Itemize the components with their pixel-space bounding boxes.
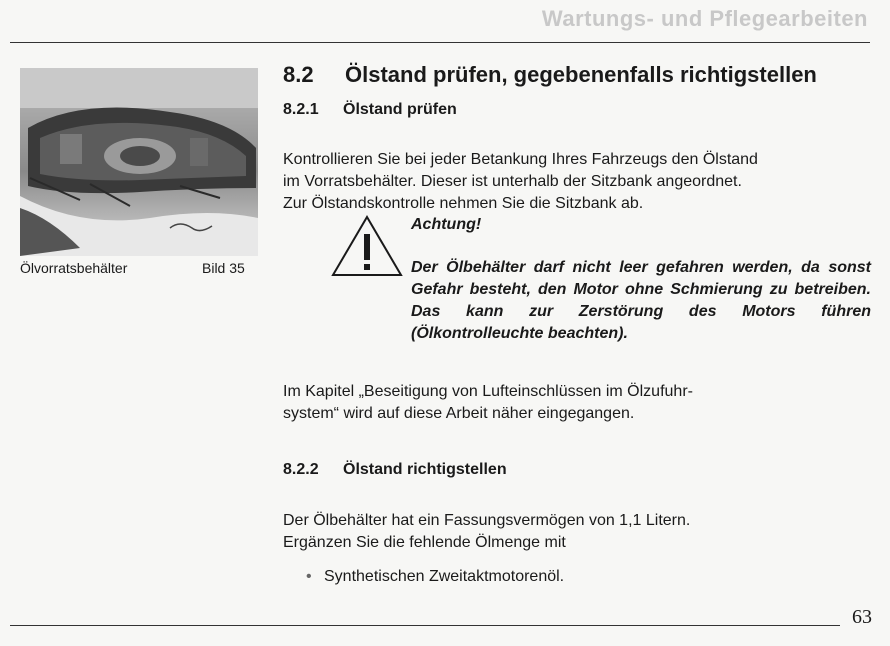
paragraph-line: Der Ölbehälter hat ein Fassungsvermögen von 1,1 Litern. [283,512,691,529]
page-number: 63 [852,606,872,628]
paragraph-line: Kontrollieren Sie bei jeder Betankung Ihres Fahrzeugs den Ölstand [283,151,758,168]
list-item-text: Synthetischen Zweitaktmotorenöl. [324,568,565,585]
paragraph-line: Zur Ölstandskontrolle nehmen Sie die Sitzbank ab. [283,195,644,212]
check-paragraph [283,149,758,215]
figure-label: Bild 35 [202,260,245,276]
subsection-title-2: Ölstand richtigstellen [343,461,507,478]
warning-triangle-icon [330,214,404,278]
subsection-heading-2 [283,461,507,479]
paragraph-line: system“ wird auf diese Arbeit näher eingegangen. [283,405,635,422]
paragraph-line: Im Kapitel „Beseitigung von Lufteinschlüssen im Ölzufuhr- [283,383,693,400]
paragraph-line: im Vorratsbehälter. Dieser ist unterhalb der Sitzbank angeordnet. [283,173,742,190]
section-heading [283,62,817,88]
subsection-number-2: 8.2.2 [283,461,319,478]
section-title: Ölstand prüfen, gegebenenfalls richtigstellen [345,62,817,87]
subsection-title-1: Ölstand prüfen [343,101,457,118]
bullet-icon: • [306,568,312,585]
adjust-paragraph [283,510,690,554]
warning-title: Achtung! [411,216,482,233]
subsection-number-1: 8.2.1 [283,101,319,118]
reference-paragraph [283,381,693,425]
section-number: 8.2 [283,62,314,87]
list-item [306,568,564,586]
running-header: Wartungs- und Pflegearbeiten [541,6,868,31]
oil-reservoir-photo [20,68,258,256]
header-rule [10,42,870,43]
paragraph-line: Ergänzen Sie die fehlende Ölmenge mit [283,534,566,551]
subsection-heading-1 [283,101,457,119]
figure-caption: Ölvorratsbehälter [20,260,128,276]
warning-text: Der Ölbehälter darf nicht leer gefahren werden, da sonst Gefahr besteht, den Motor ohne Schmierung zu betreiben. Das kann zur Zerstörung des Motors führen (Ölkontrolleuchte beachten). [411,259,871,342]
footer-rule [10,625,840,626]
